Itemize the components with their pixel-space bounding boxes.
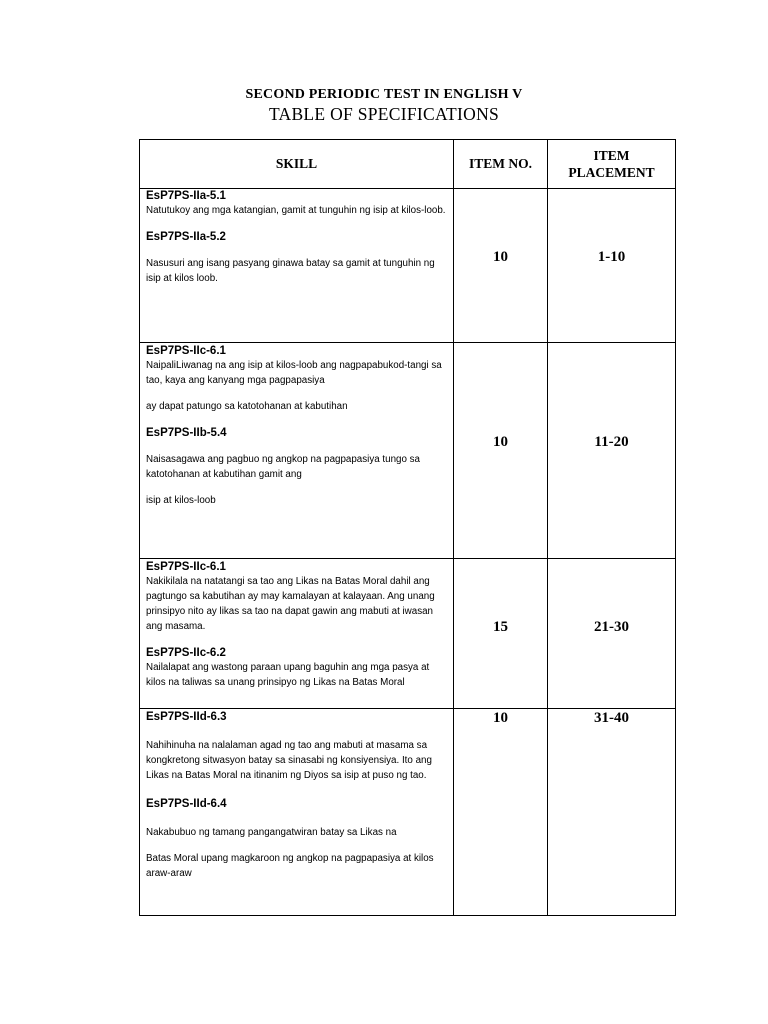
header-item-no: ITEM NO. [454, 140, 548, 189]
skill-code: EsP7PS-IIa-5.1 [146, 190, 226, 202]
skill-description: Naisasagawa ang pagbuo ng angkop na pagpapasiya tungo sa katotohanan at kabutihan gamit ang [146, 454, 420, 480]
table-row [140, 343, 676, 559]
skill-description: Nakikilala na natatangi sa tao ang Likas na Batas Moral dahil ang pagtungo sa kabutihan ay may kamalayan at kalayaan. Ang unang prinsipyo nito ay likas sa tao na dapat gawin ang mabuti at iwasan ang masama. [146, 576, 435, 632]
item-count: 10 [454, 709, 548, 916]
table-row [140, 559, 676, 709]
skill-cell [140, 709, 454, 916]
skill-cell [140, 343, 454, 559]
item-count: 10 [454, 189, 548, 343]
header-item-placement-label: ITEM PLACEMENT [568, 148, 655, 180]
skill-description: Nasusuri ang isang pasyang ginawa batay sa gamit at tunguhin ng isip at kilos loob. [146, 258, 435, 284]
specifications-table [139, 139, 676, 916]
item-count: 15 [454, 559, 548, 709]
item-placement: 1-10 [548, 189, 676, 343]
skill-description: Nahihinuha na nalalaman agad ng tao ang mabuti at masama sa kongkretong sitwasyon batay sa sinasabi ng konsiyensiya. Ito ang Likas na Batas Moral na itinanim ng Diyos sa isip at puso ng tao. [146, 740, 432, 781]
skill-description: ay dapat patungo sa katotohanan at kabutihan [146, 401, 348, 412]
skill-description: Natutukoy ang mga katangian, gamit at tunguhin ng isip at kilos-loob. [146, 205, 446, 216]
skill-code: EsP7PS-IIb-5.4 [146, 427, 227, 439]
skill-code: EsP7PS-IIc-6.1 [146, 345, 226, 357]
skill-code: EsP7PS-IId-6.4 [146, 798, 227, 810]
document-subtitle: TABLE OF SPECIFICATIONS [268, 104, 500, 124]
skill-cell [140, 189, 454, 343]
test-title: SECOND PERIODIC TEST IN ENGLISH V [245, 87, 523, 102]
item-placement: 21-30 [548, 559, 676, 709]
item-placement: 11-20 [548, 343, 676, 559]
skill-code: EsP7PS-IIc-6.2 [146, 647, 226, 659]
skill-description: Nakabubuo ng tamang pangangatwiran batay sa Likas na [146, 827, 397, 838]
header-item-placement [548, 140, 676, 189]
skill-description: NaipaliLiwanag na ang isip at kilos-loob ang nagpapabukod-tangi sa tao, kaya ang kanyang mga pagpapasiya [146, 360, 442, 386]
skill-description: Nailalapat ang wastong paraan upang baguhin ang mga pasya at kilos na taliwas sa unang prinsipyo ng Likas na Batas Moral [146, 662, 430, 688]
table-header-row [140, 140, 676, 189]
skill-description: Batas Moral upang magkaroon ng angkop na pagpapasiya at kilos araw-araw [146, 853, 434, 879]
skill-description: isip at kilos-loob [146, 495, 216, 506]
skill-cell [140, 559, 454, 709]
skill-code: EsP7PS-IId-6.3 [146, 711, 227, 723]
header-skill: SKILL [140, 140, 454, 189]
skill-code: EsP7PS-IIa-5.2 [146, 231, 226, 243]
item-count: 10 [454, 343, 548, 559]
item-placement: 31-40 [548, 709, 676, 916]
table-row [140, 709, 676, 916]
table-row [140, 189, 676, 343]
skill-code: EsP7PS-IIc-6.1 [146, 561, 226, 573]
